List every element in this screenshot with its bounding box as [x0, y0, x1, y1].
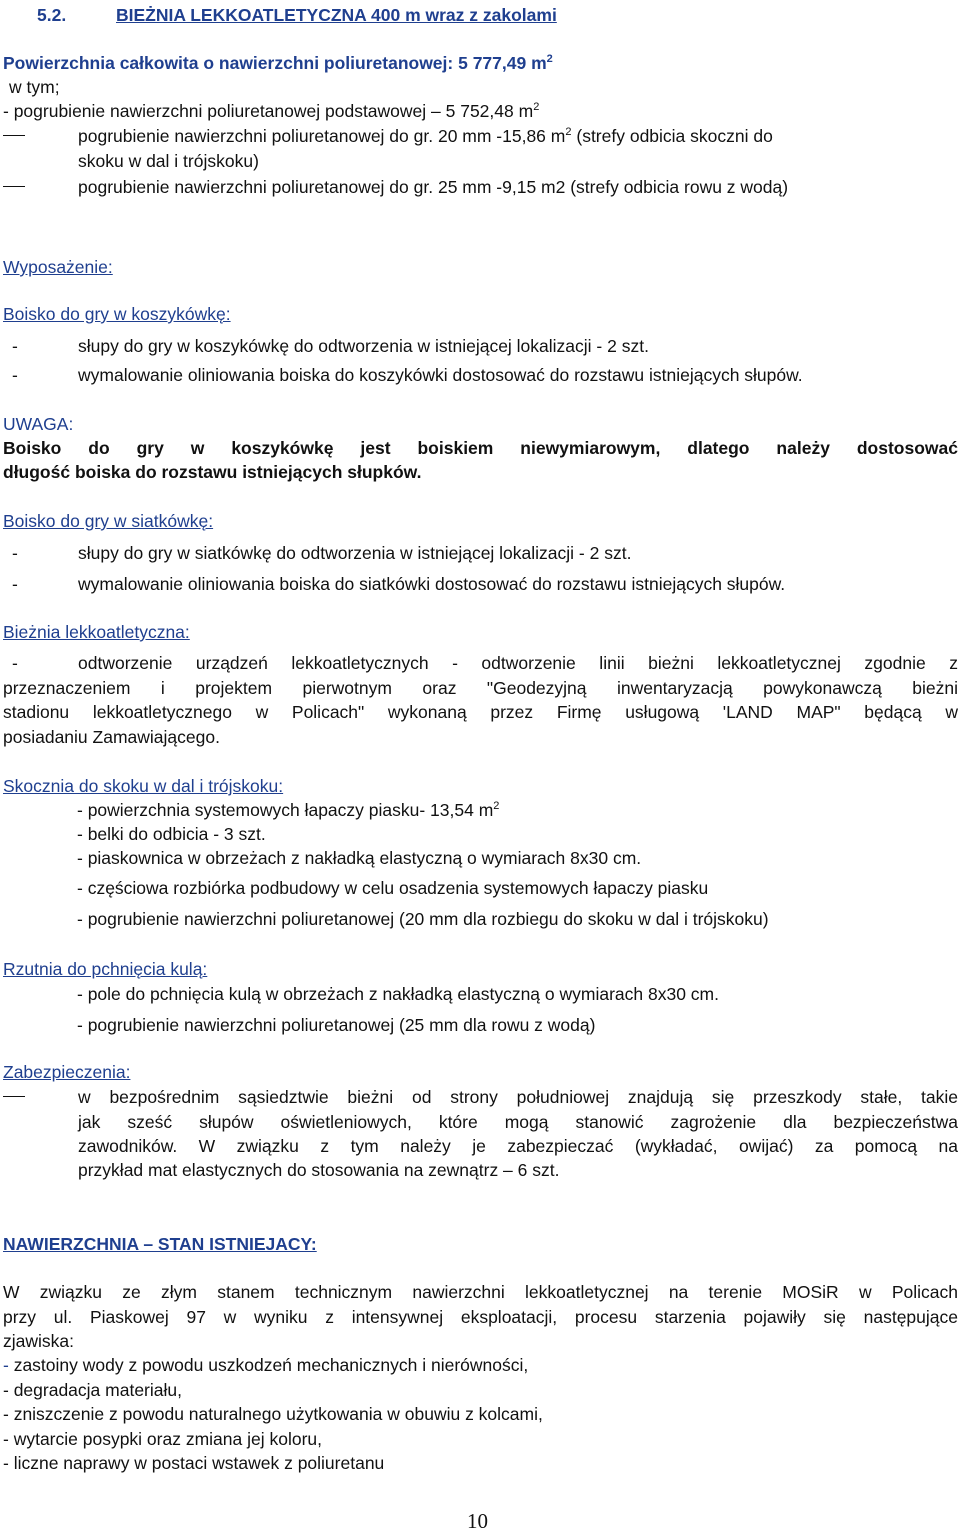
section-title: BIEŻNIA LEKKOATLETYCZNA 400 m wraz z zakolami [116, 5, 557, 25]
state-item: - zniszczenie z powodu naturalnego użytkowania w obuwiu z kolcami, [3, 1404, 543, 1424]
jump-item: - powierzchnia systemowych łapaczy piasku- 13,54 $m^2$ [77, 800, 500, 820]
state-intro: W związku ze złym stanem technicznym nawierzchni lekkoatletycznej na terenie MOSiR w Policach [3, 1282, 958, 1302]
list-dash: - [12, 543, 18, 563]
state-item: - degradacja materiału, [3, 1380, 182, 1400]
state-intro: przy ul. Piaskowej 97 w wyniku z intensywnej eksploatacji, procesu starzenia pojawiły się następujące [3, 1307, 958, 1327]
surface-item-1-cont: skoku w dal i trójskoku) [78, 151, 259, 171]
jump-item: - belki do odbicia - 3 szt. [77, 824, 266, 844]
volleyball-item: słupy do gry w siatkówkę do odtworzenia w istniejącej lokalizacji - 2 szt. [78, 543, 632, 563]
note-label: UWAGA: [3, 414, 74, 434]
state-title: NAWIERZCHNIA – STAN ISTNIEJACY: [3, 1234, 317, 1254]
track-line: posiadaniu Zamawiającego. [3, 727, 220, 747]
total-surface: Powierzchnia całkowita o nawierzchni poliuretanowej: 5 777,49 $m^2$ [3, 53, 553, 73]
jump-item: - pogrubienie nawierzchni poliuretanowej (20 mm dla rozbiegu do skoku w dal i trójskoku) [77, 909, 769, 929]
page-number: 10 [467, 1509, 488, 1533]
shot-title: Rzutnia do pchnięcia kulą: [3, 959, 208, 979]
list-dash [3, 186, 25, 187]
jump-title: Skocznia do skoku w dal i trójskoku: [3, 776, 284, 796]
volleyball-title: Boisko do gry w siatkówkę: [3, 511, 214, 531]
state-item: - zastoiny wody z powodu uszkodzeń mechanicznych i nierówności, [3, 1355, 529, 1375]
note-line: Boisko do gry w koszykówkę jest boiskiem niewymiarowym, dlatego należy dostosować [3, 438, 958, 458]
track-title: Bieżnia lekkoatletyczna: [3, 622, 190, 642]
security-line: przykład mat elastycznych do stosowania na zewnątrz – 6 szt. [78, 1160, 560, 1180]
state-item: - wytarcie posypki oraz zmiana jej koloru, [3, 1429, 323, 1449]
track-line: przeznaczeniem i projektem pierwotnym oraz "Geodezyjną inwentaryzacją powykonawczą bieżni [3, 678, 958, 698]
basketball-item: słupy do gry w koszykówkę do odtworzenia w istniejącej lokalizacji - 2 szt. [78, 336, 649, 356]
note-line: długość boiska do rozstawu istniejących słupków. [3, 462, 422, 482]
basketball-item: wymalowanie oliniowania boiska do koszykówki dostosować do rozstawu istniejących słupów. [78, 365, 803, 385]
security-line: w bezpośrednim sąsiedztwie bieżni od strony południowej znajdują się przeszkody stałe, takie [78, 1087, 958, 1107]
track-line: stadionu lekkoatletycznego w Policach" wykonaną przez Firmę usługową 'LAND MAP" będącą w [3, 702, 958, 722]
list-dash [3, 135, 25, 136]
jump-item: - częściowa rozbiórka podbudowy w celu osadzenia systemowych łapaczy piasku [77, 878, 709, 898]
list-dash: - [12, 653, 18, 673]
security-title: Zabezpieczenia: [3, 1062, 131, 1082]
shot-item: - pole do pchnięcia kulą w obrzeżach z nakładką elastyczną o wymiarach 8x30 cm. [77, 984, 719, 1004]
base-surface: - pogrubienie nawierzchni poliuretanowej podstawowej – 5 752,48 $m^2$ [3, 101, 540, 121]
list-dash [3, 1096, 25, 1097]
security-line: jak sześć słupów oświetleniowych, które mogą stanowić zagrożenie dla bezpieczeństwa [78, 1112, 958, 1132]
jump-item: - piaskownica w obrzeżach z nakładką elastyczną o wymiarach 8x30 cm. [77, 848, 642, 868]
list-dash: - [12, 574, 18, 594]
security-line: zawodników. W związku z tym należy je zabezpieczać (wykładać, owijać) za pomocą na [78, 1136, 958, 1156]
equipment-title: Wyposażenie: [3, 257, 113, 277]
list-dash: - [12, 336, 18, 356]
basketball-title: Boisko do gry w koszykówkę: [3, 304, 231, 324]
surface-item-1: pogrubienie nawierzchni poliuretanowej do gr. 20 mm -15,86 $m^2$ (strefy odbicia skoczni do [78, 126, 773, 146]
in-that-label: w tym; [9, 77, 60, 97]
shot-item: - pogrubienie nawierzchni poliuretanowej (25 mm dla rowu z wodą) [77, 1015, 596, 1035]
section-number: 5.2. [37, 5, 67, 25]
list-dash: - [12, 365, 18, 385]
volleyball-item: wymalowanie oliniowania boiska do siatkówki dostosować do rozstawu istniejących słupów. [78, 574, 786, 594]
track-line: odtworzenie urządzeń lekkoatletycznych - odtworzenie linii bieżni lekkoatletycznej zgodnie z [78, 653, 958, 673]
surface-item-2: pogrubienie nawierzchni poliuretanowej do gr. 25 mm -9,15 m2 (strefy odbicia rowu z wodą) [78, 177, 789, 197]
state-intro: zjawiska: [3, 1331, 74, 1351]
state-item: - liczne naprawy w postaci wstawek z poliuretanu [3, 1453, 385, 1473]
